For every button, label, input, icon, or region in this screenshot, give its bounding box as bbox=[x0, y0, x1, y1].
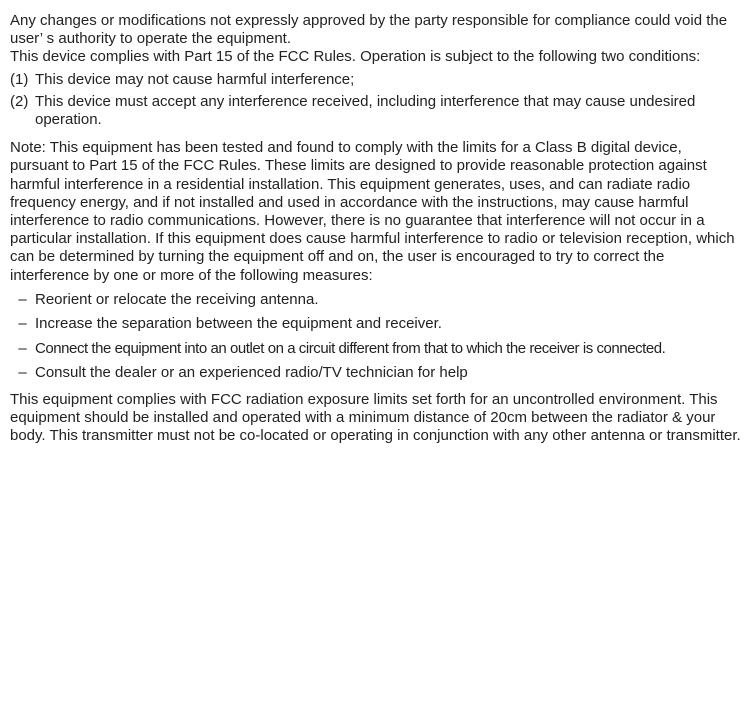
dash-bullet: – bbox=[18, 315, 27, 333]
condition-text: This device must accept any interference received, including interference that may cause undesired operation. bbox=[35, 92, 696, 129]
dash-bullet: – bbox=[18, 364, 27, 382]
measure-item bbox=[10, 291, 743, 309]
condition-item bbox=[10, 93, 743, 129]
dash-bullet: – bbox=[18, 339, 27, 357]
condition-text: This device may not cause harmful interference; bbox=[35, 70, 355, 88]
part15-statement: This device complies with Part 15 of the FCC Rules. Operation is subject to the following two conditions: bbox=[10, 48, 701, 66]
measure-text: Consult the dealer or an experienced radio/TV technician for help bbox=[35, 364, 468, 382]
condition-item bbox=[10, 71, 743, 89]
measures-list bbox=[10, 291, 743, 383]
condition-number: (2) bbox=[10, 92, 29, 110]
measure-text: Connect the equipment into an outlet on a circuit different from that to which the receiver is connected. bbox=[35, 339, 666, 357]
dash-bullet: – bbox=[18, 290, 27, 308]
rf-exposure-statement: This equipment complies with FCC radiation exposure limits set forth for an uncontrolled environment. This equipment should be installed and operated with a minimum distance of 20cm between the radiator & your body. This transmitter must not be co-located or operating in conjunction with any other antenna or transmitter. bbox=[10, 390, 741, 444]
class-b-note: Note: This equipment has been tested and found to comply with the limits for a Class B digital device, pursuant to Part 15 of the FCC Rules. These limits are designed to provide reasonable protection against harmful interference in a residential installation. This equipment generates, uses, and can radiate radio frequency energy, and if not installed and used in accordance with the instructions, may cause harmful interference to radio communications. However, there is no guarantee that interference will not occur in a particular installation. If this equipment does cause harmful interference to radio or television reception, which can be determined by turning the equipment off and on, the user is encouraged to try to correct the interference by one or more of the following measures: bbox=[10, 139, 735, 284]
measure-item bbox=[10, 315, 743, 333]
measure-item bbox=[10, 364, 743, 382]
conditions-list bbox=[10, 71, 743, 130]
measure-text: Increase the separation between the equipment and receiver. bbox=[35, 315, 442, 333]
modification-warning: Any changes or modifications not expressly approved by the party responsible for compliance could void the user’ s authority to operate the equipment. bbox=[10, 12, 728, 48]
condition-number: (1) bbox=[10, 70, 29, 88]
measure-text: Reorient or relocate the receiving antenna. bbox=[35, 290, 319, 308]
measure-item bbox=[10, 340, 743, 358]
